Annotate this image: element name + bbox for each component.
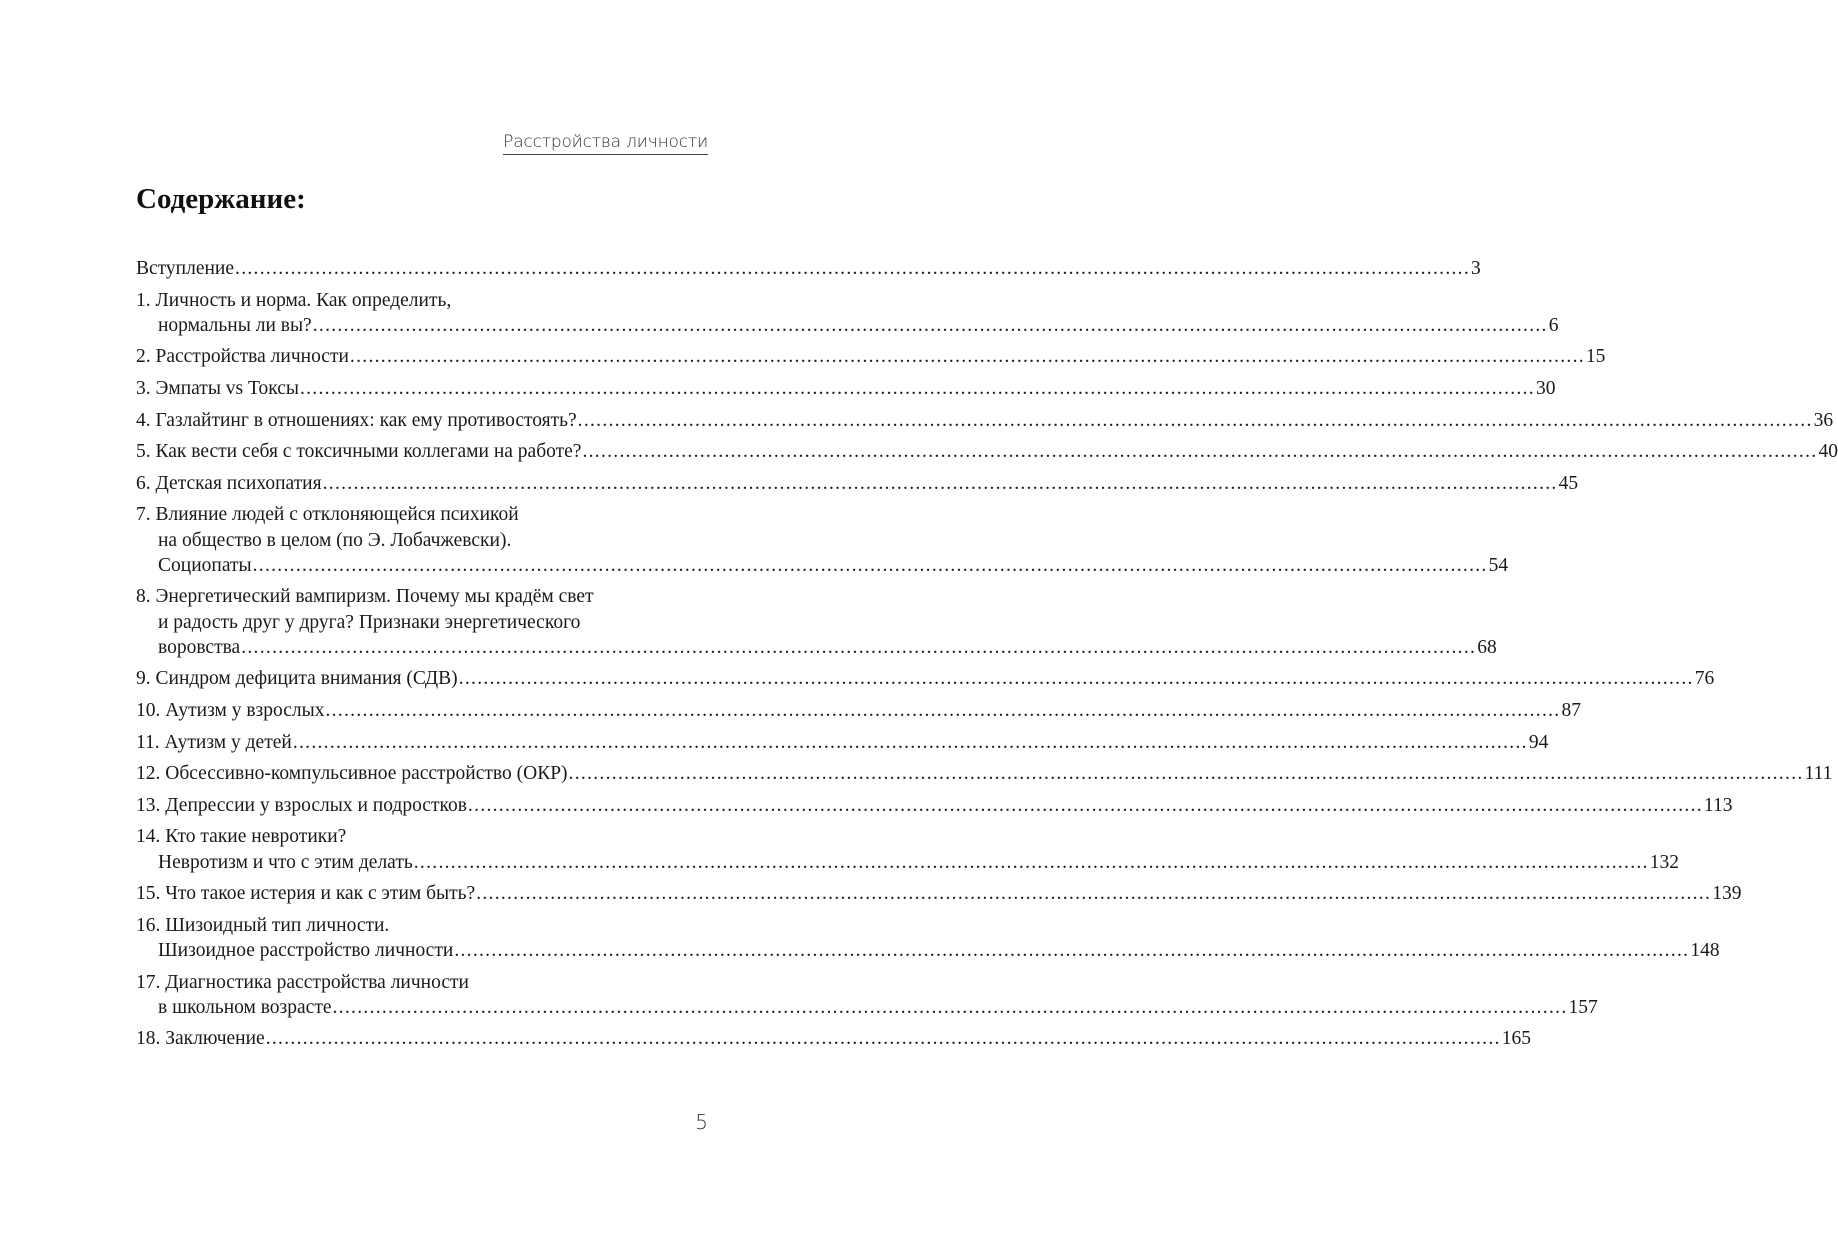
toc-dot-leader: ........................................................................................................................................................................................................	[235, 258, 1471, 279]
toc-entry	[136, 730, 1549, 755]
page-title: Содержание:	[136, 183, 306, 215]
toc-entry-line: на общество в целом (по Э. Лобачжевски).	[158, 529, 512, 551]
toc-entry-last-line	[136, 698, 1581, 723]
toc-page-number: 30	[1535, 377, 1556, 399]
toc-entry-last-line	[136, 256, 1481, 281]
toc-entry	[136, 408, 1834, 433]
toc-entry	[136, 376, 1556, 401]
toc-entry	[136, 288, 1559, 338]
toc-entry	[136, 824, 1679, 874]
toc-dot-leader: ........................................................................................................................................................................................................	[413, 851, 1649, 873]
toc-entry	[136, 970, 1598, 1020]
toc-entry-title: 10. Аутизм у взрослых	[136, 699, 325, 721]
toc-entry-line: 7. Влияние людей с отклоняющейся психикой	[136, 504, 519, 526]
toc-page-number: 94	[1528, 731, 1549, 753]
toc-entry-last-line	[136, 761, 1833, 786]
toc-entry	[136, 1026, 1531, 1051]
toc-dot-leader: ........................................................................................................................................................................................................	[265, 1028, 1501, 1050]
toc-entry-title: нормальны ли вы?	[158, 314, 312, 336]
toc-entry-title: 5. Как вести себя с токсичными коллегами на работе?	[136, 441, 582, 463]
toc-entry	[136, 471, 1579, 496]
toc-dot-leader: ........................................................................................................................................................................................................	[299, 377, 1535, 399]
toc-dot-leader: ........................................................................................................................................................................................................	[568, 763, 1804, 785]
toc-dot-leader: ........................................................................................................................................................................................................	[476, 883, 1712, 905]
toc-entry-title: 18. Заключение	[136, 1028, 265, 1050]
toc-entry-line: 17. Диагностика расстройства личности	[136, 971, 469, 993]
toc-entry-title: 12. Обсессивно-компульсивное расстройство (ОКР)	[136, 763, 568, 785]
toc-dot-leader: ........................................................................................................................................................................................................	[292, 731, 1528, 753]
toc-entry	[136, 761, 1833, 786]
toc-page-number: 87	[1561, 699, 1581, 721]
page-number: 5	[695, 1110, 708, 1134]
running-header: Расстройства личности	[503, 132, 708, 155]
toc-page-number: 6	[1548, 314, 1559, 336]
toc-dot-leader: ........................................................................................................................................................................................................	[332, 996, 1568, 1018]
toc-page-number: 111	[1804, 763, 1833, 785]
toc-entry-last-line	[136, 439, 1838, 464]
toc-entry-title: Вступление	[136, 258, 235, 279]
toc-entry-title: в школьном возрасте	[158, 996, 332, 1018]
toc-entry-last-line	[136, 793, 1733, 818]
toc-entry-last-line	[136, 553, 1509, 578]
toc-dot-leader: ........................................................................................................................................................................................................	[454, 939, 1690, 961]
toc-entry-last-line	[136, 1026, 1531, 1051]
toc-dot-leader: ........................................................................................................................................................................................................	[577, 409, 1813, 431]
toc-entry-title: Социопаты	[158, 554, 252, 576]
toc-entry-last-line	[136, 995, 1598, 1020]
toc-entry-line: 14. Кто такие невротики?	[136, 826, 347, 848]
toc-dot-leader: ........................................................................................................................................................................................................	[241, 636, 1477, 658]
toc-page-number: 113	[1703, 794, 1733, 816]
toc-entry-title: 3. Эмпаты vs Токсы	[136, 377, 299, 399]
toc-entry-last-line	[136, 376, 1556, 401]
toc-page-number: 165	[1501, 1028, 1531, 1050]
table-of-contents	[136, 256, 1838, 1058]
toc-entry-last-line	[136, 730, 1549, 755]
toc-entry	[136, 793, 1733, 818]
toc-entry-last-line	[136, 850, 1679, 875]
toc-entry-title: 2. Расстройства личности	[136, 346, 349, 368]
toc-entry-title: Шизоидное расстройство личности	[158, 939, 454, 961]
toc-entry	[136, 666, 1715, 691]
toc-entry-title: 4. Газлайтинг в отношениях: как ему противостоять?	[136, 409, 577, 431]
toc-page-number: 45	[1558, 472, 1579, 494]
toc-dot-leader: ........................................................................................................................................................................................................	[312, 314, 1548, 336]
toc-entry	[136, 439, 1838, 464]
toc-entry-title: воровства	[158, 636, 241, 658]
toc-entry	[136, 881, 1742, 906]
toc-page-number: 76	[1694, 668, 1715, 690]
toc-page-number: 40	[1818, 441, 1838, 463]
toc-entry-title: 6. Детская психопатия	[136, 472, 322, 494]
toc-entry-line: 8. Энергетический вампиризм. Почему мы крадём свет	[136, 586, 594, 608]
toc-entry	[136, 913, 1720, 963]
toc-entry-title: Невротизм и что с этим делать	[158, 851, 413, 873]
toc-page-number: 36	[1813, 409, 1834, 431]
toc-entry-last-line	[136, 471, 1579, 496]
toc-entry	[136, 344, 1606, 369]
toc-dot-leader: ........................................................................................................................................................................................................	[322, 472, 1558, 494]
toc-entry-last-line	[136, 313, 1559, 338]
toc-entry-line: 1. Личность и норма. Как определить,	[136, 289, 452, 311]
toc-page-number: 15	[1585, 346, 1606, 368]
toc-dot-leader: ........................................................................................................................................................................................................	[582, 441, 1818, 463]
toc-entry-last-line	[136, 344, 1606, 369]
toc-dot-leader: ........................................................................................................................................................................................................	[252, 554, 1488, 576]
toc-dot-leader: ........................................................................................................................................................................................................	[349, 346, 1585, 368]
toc-entry-last-line	[136, 666, 1715, 691]
toc-entry-line: 16. Шизоидный тип личности.	[136, 914, 390, 936]
toc-page-number: 132	[1649, 851, 1679, 873]
toc-page-number: 68	[1477, 636, 1497, 658]
toc-page-number: 148	[1690, 939, 1720, 961]
toc-entry-title: 11. Аутизм у детей	[136, 731, 292, 753]
toc-entry	[136, 256, 1481, 281]
toc-dot-leader: ........................................................................................................................................................................................................	[458, 668, 1694, 690]
toc-dot-leader: ........................................................................................................................................................................................................	[325, 699, 1561, 721]
toc-page-number: 139	[1712, 883, 1742, 905]
toc-entry-line: и радость друг у друга? Признаки энергетического	[158, 611, 581, 633]
toc-entry-title: 15. Что такое истерия и как с этим быть?	[136, 883, 476, 905]
toc-entry-last-line	[136, 408, 1834, 433]
toc-entry-title: 13. Депрессии у взрослых и подростков	[136, 794, 467, 816]
toc-entry-last-line	[136, 938, 1720, 963]
toc-entry	[136, 584, 1497, 660]
toc-entry-last-line	[136, 635, 1497, 660]
toc-entry	[136, 502, 1509, 578]
toc-entry-last-line	[136, 881, 1742, 906]
toc-page-number: 54	[1488, 554, 1509, 576]
toc-entry-title: 9. Синдром дефицита внимания (СДВ)	[136, 668, 458, 690]
toc-page-number: 157	[1568, 996, 1598, 1018]
toc-dot-leader: ........................................................................................................................................................................................................	[467, 794, 1703, 816]
toc-entry	[136, 698, 1581, 723]
toc-page-number: 3	[1471, 258, 1481, 279]
